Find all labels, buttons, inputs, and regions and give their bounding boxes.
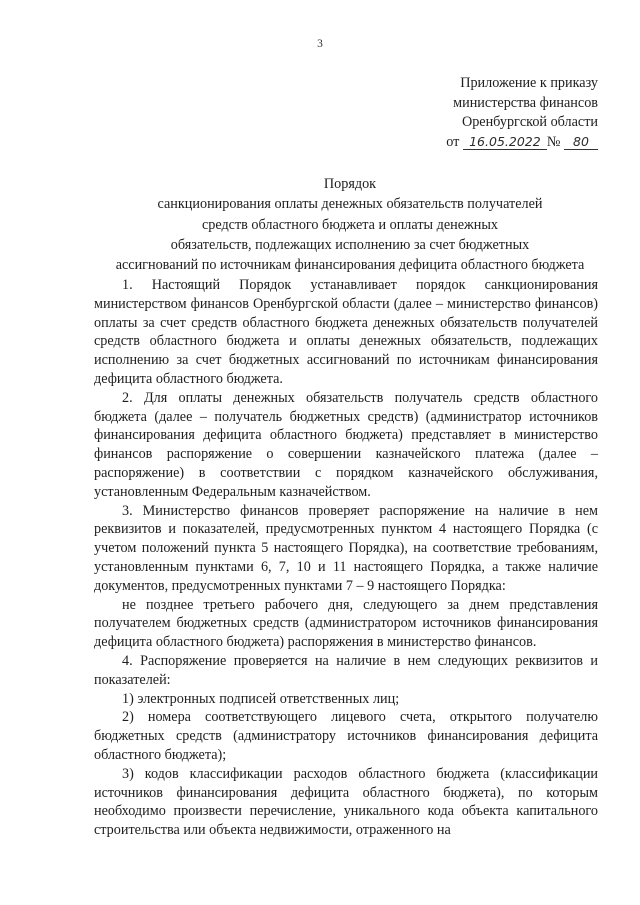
paragraph-4: 4. Распоряжение проверяется на наличие в нем следующих реквизитов и показателей: — [94, 652, 598, 688]
paragraph-2: 2. Для оплаты денежных обязательств получатель средств областного бюджета (далее – получатель бюджетных средств) (администратор источников финансирования дефицита областного бюджета) представляет в министерство финансов распоряжение о совершении казначейского платежа (далее – распоряжение) в соответствии с порядком казначейского обслуживания, установленным Федеральным казначейством. — [94, 389, 598, 500]
paragraph-1: 1. Настоящий Порядок устанавливает порядок санкционирования министерством финансов Оренбургской области (далее – министерство финансов) оплаты за счет средств областного бюджета денежных обязательств получателей средств областного бюджета и оплаты денежных обязательств, подлежащих исполнению за счет бюджетных ассигнований по источникам финансирования дефицита областного бюджета. — [94, 277, 598, 387]
from-label: от — [446, 133, 460, 150]
handwritten-number: 80 — [564, 135, 598, 150]
paragraph-3-deadline: не позднее третьего рабочего дня, следующего за днем представления получателем бюджетных средств (администратором источников финансирования дефицита областного бюджета) распоряжения в министерство финансов. — [94, 596, 598, 651]
appendix-date-line — [390, 133, 598, 153]
page-number: 3 — [317, 38, 323, 50]
document-title — [80, 174, 620, 275]
title-line-4: обязательств, подлежащих исполнению за счет бюджетных — [170, 236, 530, 253]
appendix-line-1: Приложение к приказу — [460, 75, 598, 91]
appendix-line-3: Оренбургской области — [461, 114, 598, 130]
handwritten-date: 16.05.2022 — [463, 135, 547, 150]
title-line-5: ассигнований по источникам финансирования дефицита областного бюджета — [115, 257, 585, 274]
list-item-1: 1) электронных подписей ответственных лиц; — [122, 690, 400, 707]
title-line-2: санкционирования оплаты денежных обязательств получателей — [157, 196, 543, 213]
document-body — [94, 276, 598, 840]
paragraph-3: 3. Министерство финансов проверяет распоряжение на наличие в нем реквизитов и показателей, предусмотренных пунктом 4 настоящего Порядка (с учетом положений пункта 5 настоящего Порядка), на соответствие требованиям, установленным пунктами 6, 7, 10 и 11 настоящего Порядка, а также наличие документов, предусмотренных пунктами 7 – 9 настоящего Порядка: — [94, 502, 598, 594]
appendix-line-2: министерства финансов — [453, 94, 598, 111]
title-line-3: средств областного бюджета и оплаты денежных — [201, 216, 499, 233]
number-label: № — [546, 133, 561, 150]
title-line-1: Порядок — [323, 176, 377, 192]
appendix-block — [390, 74, 598, 152]
list-item-3: 3) кодов классификации расходов областного бюджета (классификации источников финансирования дефицита областного бюджета), по которым необходимо произвести перечисление, уникального кода объекта капитального строительства или объекта недвижимости, отраженного на — [94, 765, 598, 839]
list-item-2: 2) номера соответствующего лицевого счета, открытого получателю бюджетных средств (администратору источников финансирования дефицита областного бюджета); — [94, 709, 598, 763]
